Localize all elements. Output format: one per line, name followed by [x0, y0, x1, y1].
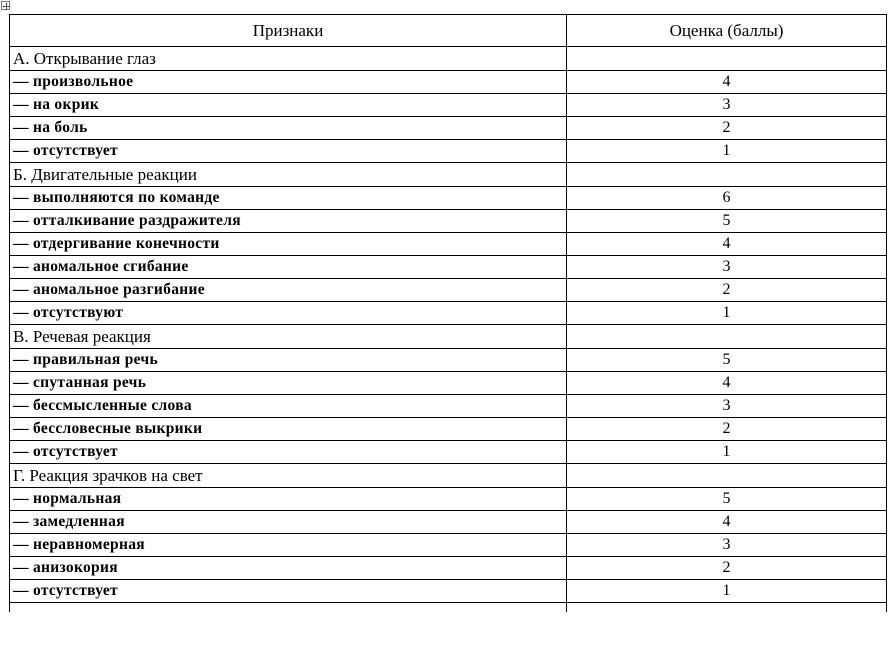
table-row [10, 441, 887, 464]
item-score: 1 [567, 441, 887, 464]
item-score: 5 [567, 488, 887, 511]
table-move-handle-icon[interactable] [1, 1, 10, 10]
item-label: — неравномерная [10, 534, 567, 557]
item-score: 2 [567, 117, 887, 140]
item-label: — нормальная [10, 488, 567, 511]
item-label: — на окрик [10, 94, 567, 117]
table-row [10, 71, 887, 94]
item-label: — отсутствуют [10, 302, 567, 325]
item-label: — отсутствует [10, 580, 567, 603]
item-score: 5 [567, 210, 887, 233]
table-row [10, 279, 887, 302]
table-row [10, 395, 887, 418]
section-row [10, 325, 887, 349]
item-label: — аномальное разгибание [10, 279, 567, 302]
item-score: 5 [567, 349, 887, 372]
header-row [10, 15, 887, 47]
item-score: 3 [567, 395, 887, 418]
item-label: — на боль [10, 117, 567, 140]
item-score: 4 [567, 372, 887, 395]
table-row [10, 117, 887, 140]
table-row [10, 557, 887, 580]
item-score: 3 [567, 534, 887, 557]
item-label: — аномальное сгибание [10, 256, 567, 279]
item-score: 4 [567, 71, 887, 94]
table-row [10, 94, 887, 117]
item-label: — анизокория [10, 557, 567, 580]
section-row [10, 464, 887, 488]
section-row [10, 47, 887, 71]
item-label: — выполняются по команде [10, 187, 567, 210]
table-continuation-row [10, 603, 887, 613]
item-score: 3 [567, 256, 887, 279]
section-score-empty [567, 163, 887, 187]
item-score: 1 [567, 140, 887, 163]
item-score: 2 [567, 279, 887, 302]
item-score: 2 [567, 557, 887, 580]
header-score: Оценка (баллы) [567, 15, 887, 47]
item-score: 6 [567, 187, 887, 210]
table-row [10, 140, 887, 163]
item-score: 4 [567, 233, 887, 256]
section-score-empty [567, 325, 887, 349]
section-title: А. Открывание глаз [10, 47, 567, 71]
table-row [10, 488, 887, 511]
table-row [10, 511, 887, 534]
item-label: — замедленная [10, 511, 567, 534]
table-row [10, 187, 887, 210]
table-row [10, 372, 887, 395]
header-signs: Признаки [10, 15, 567, 47]
table-row [10, 256, 887, 279]
item-score: 2 [567, 418, 887, 441]
item-label: — спутанная речь [10, 372, 567, 395]
item-label: — бессловесные выкрики [10, 418, 567, 441]
section-score-empty [567, 47, 887, 71]
section-title: В. Речевая реакция [10, 325, 567, 349]
section-title: Г. Реакция зрачков на свет [10, 464, 567, 488]
continuation-cell [10, 603, 567, 613]
item-score: 4 [567, 511, 887, 534]
item-label: — отдергивание конечности [10, 233, 567, 256]
item-label: — отсутствует [10, 140, 567, 163]
item-label: — бессмысленные слова [10, 395, 567, 418]
section-row [10, 163, 887, 187]
item-label: — произвольное [10, 71, 567, 94]
item-score: 3 [567, 94, 887, 117]
score-table [9, 14, 887, 612]
section-score-empty [567, 464, 887, 488]
table-row [10, 580, 887, 603]
table-row [10, 534, 887, 557]
table-row [10, 418, 887, 441]
table-row [10, 349, 887, 372]
item-label: — отсутствует [10, 441, 567, 464]
item-score: 1 [567, 580, 887, 603]
continuation-cell [567, 603, 887, 613]
table-row [10, 302, 887, 325]
item-score: 1 [567, 302, 887, 325]
section-title: Б. Двигательные реакции [10, 163, 567, 187]
item-label: — правильная речь [10, 349, 567, 372]
table-body [10, 15, 887, 613]
table-row [10, 233, 887, 256]
table-row [10, 210, 887, 233]
item-label: — отталкивание раздражителя [10, 210, 567, 233]
